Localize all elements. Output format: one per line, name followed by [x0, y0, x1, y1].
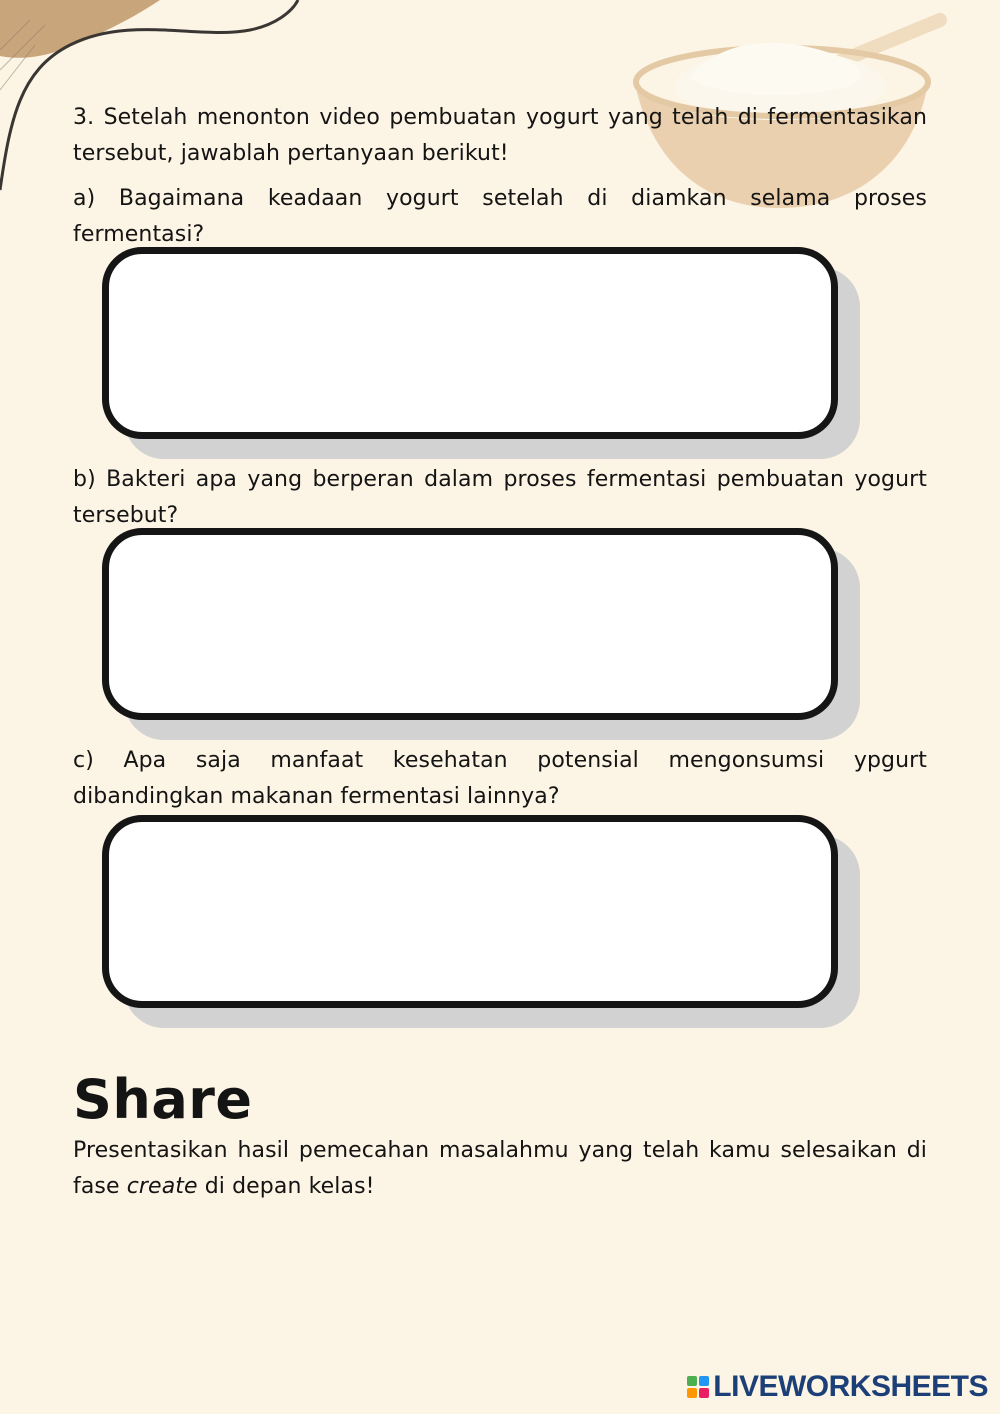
logo-square-4 — [699, 1388, 709, 1398]
logo-square-1 — [687, 1376, 697, 1386]
question-a-text: a) Bagaimana keadaan yogurt setelah di diamkan selama proses fermentasi? — [73, 186, 927, 247]
share-text-emphasis: create — [126, 1174, 198, 1199]
share-text-before: Presentasikan hasil pemecahan masalahmu yang telah kamu selesaikan di fase — [73, 1138, 927, 1199]
answer-box-b[interactable] — [102, 528, 838, 720]
answer-box-a[interactable] — [102, 247, 838, 439]
question-b-text: b) Bakteri apa yang berperan dalam proses fermentasi pembuatan yogurt tersebut? — [73, 467, 927, 528]
share-heading: Share — [73, 1068, 253, 1131]
answer-box-c[interactable] — [102, 815, 838, 1008]
liveworksheets-logo-icon — [687, 1376, 709, 1398]
share-instruction — [73, 1133, 927, 1205]
brand-name: LIVEWORKSHEETS — [713, 1370, 988, 1403]
question-intro: 3. Setelah menonton video pembuatan yogurt yang telah di fermentasikan tersebut, jawablah pertanyaan berikut! — [73, 105, 927, 166]
logo-square-3 — [687, 1388, 697, 1398]
liveworksheets-brand[interactable] — [687, 1370, 988, 1404]
share-text-after: di depan kelas! — [197, 1174, 375, 1199]
logo-square-2 — [699, 1376, 709, 1386]
question-c-text: c) Apa saja manfaat kesehatan potensial mengonsumsi ypgurt dibandingkan makanan fermentasi lainnya? — [73, 748, 927, 809]
